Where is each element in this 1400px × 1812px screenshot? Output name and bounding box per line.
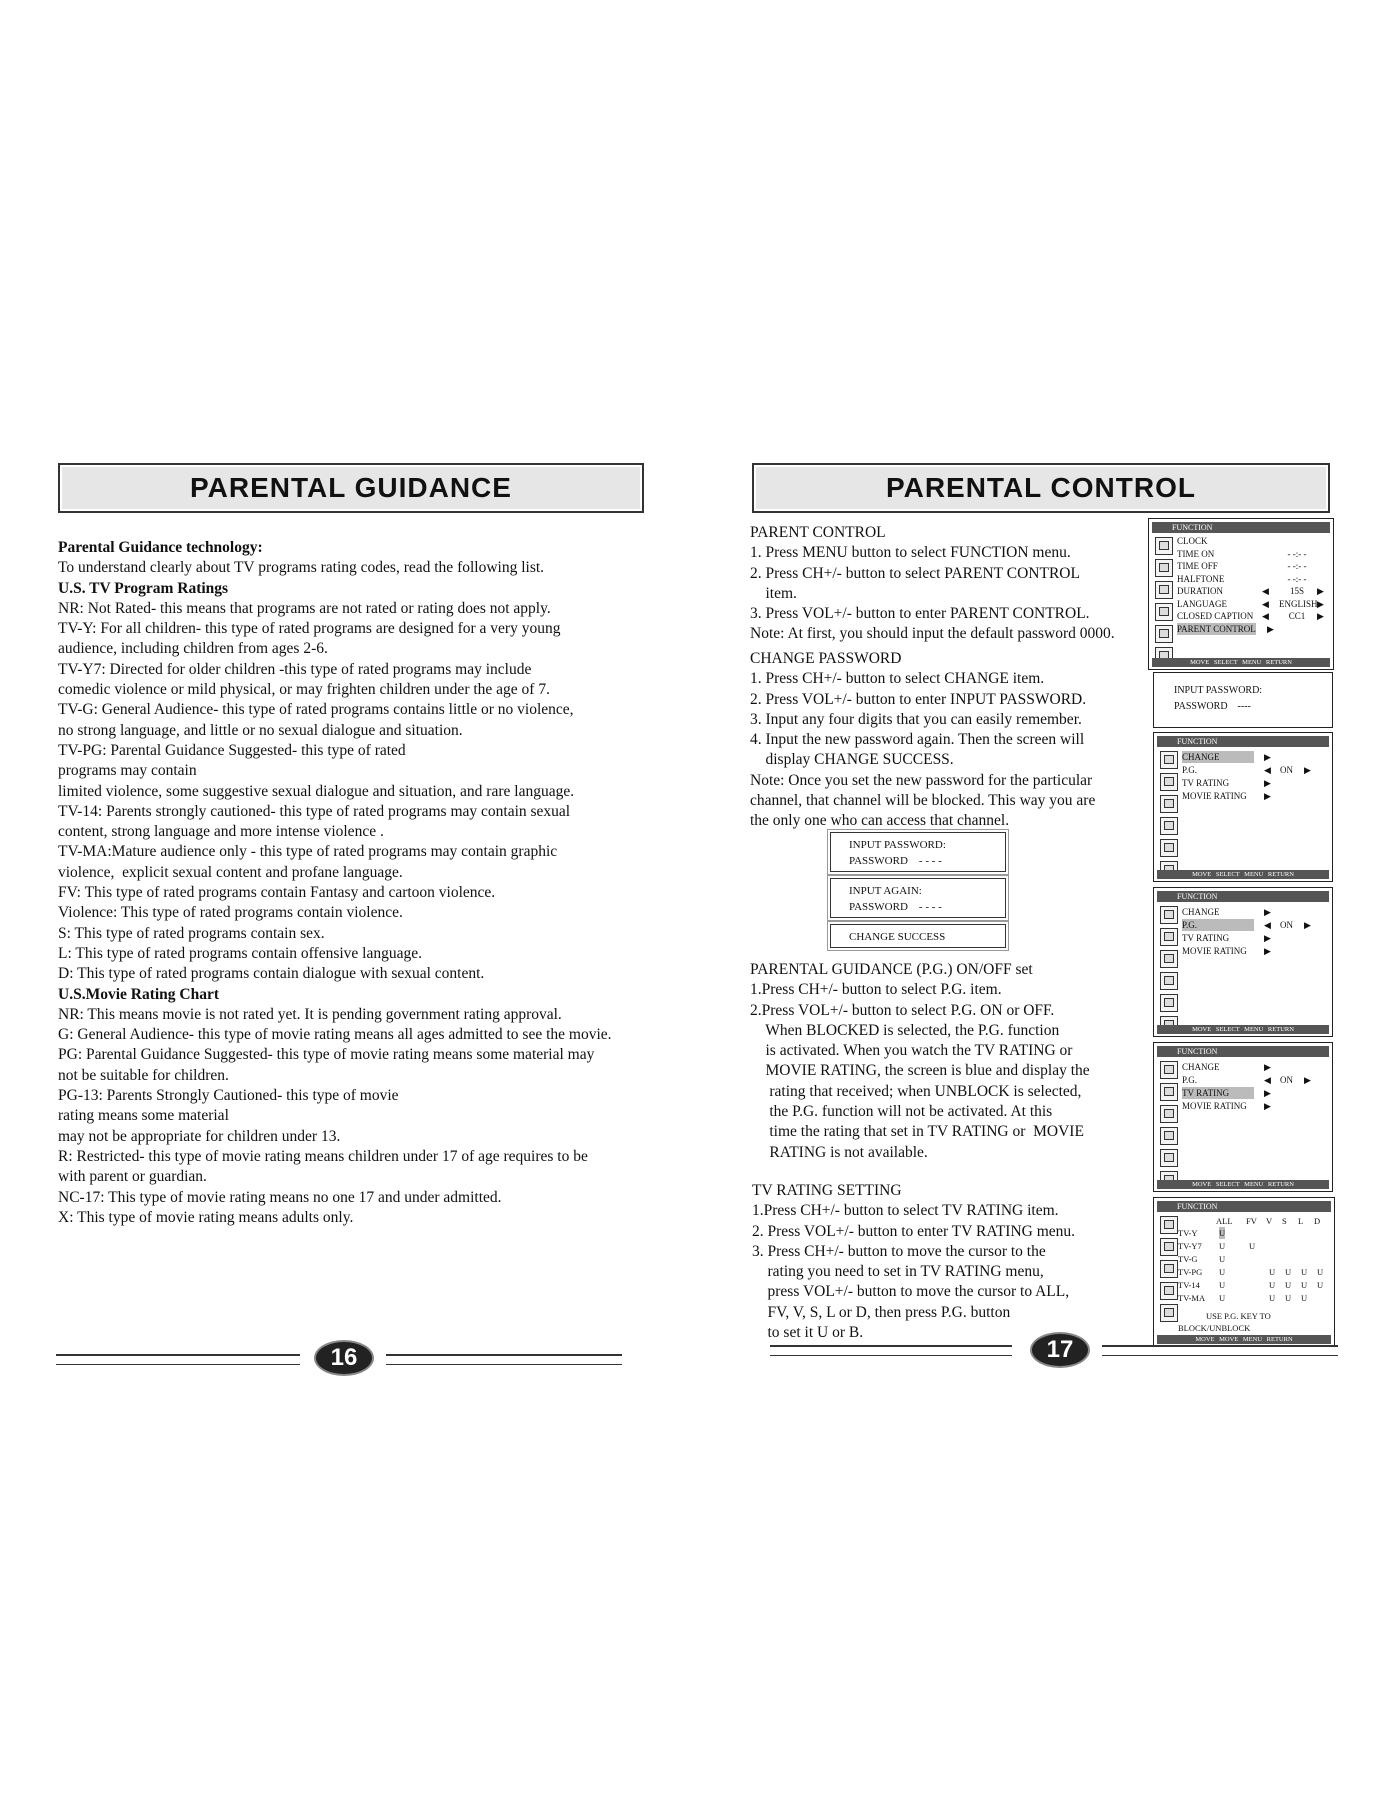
tv-menu-icon [1160, 1105, 1178, 1123]
input-password-box [830, 832, 1006, 872]
text-line: 1. Press CH+/- button to select CHANGE item. [750, 670, 1045, 688]
text-line: time the rating that set in TV RATING or MOVIE [750, 1123, 1084, 1141]
text-line: 3. Press VOL+/- button to enter PARENT CONTROL. [750, 605, 1090, 623]
osd-pc-title: FUNCTION [1157, 891, 1329, 902]
osd-tv-cell[interactable]: U [1269, 1280, 1276, 1290]
osd-function-item[interactable]: LANGUAGE [1177, 598, 1227, 609]
text-line: 2.Press VOL+/- button to select P.G. ON or OFF. [750, 1001, 1055, 1019]
parent-control-section [750, 523, 1115, 645]
text-line: the P.G. function will not be activated. At this [750, 1103, 1053, 1121]
osd-pc-title: FUNCTION [1157, 736, 1329, 747]
text-line: PARENT CONTROL [750, 524, 886, 541]
tv-menu-icon [1160, 795, 1178, 813]
arrow-left-icon [1264, 1074, 1271, 1086]
osd-tv-cell[interactable]: U [1317, 1267, 1324, 1277]
arrow-left-icon [1264, 764, 1271, 776]
text-line: 3. Input any four digits that you can easily remember. [750, 710, 1082, 728]
arrow-right-icon [1264, 932, 1271, 944]
arrow-right-icon [1304, 764, 1311, 776]
text-line: content, strong language and more intense violence . [58, 823, 384, 841]
osd-input-password [1153, 672, 1333, 728]
text-line: TV-Y7: Directed for older children -this type of rated programs may include [58, 660, 532, 678]
left-page-header [58, 463, 644, 513]
tv-menu-icon [1155, 625, 1173, 643]
right-page-header [752, 463, 1330, 513]
tv-menu-icon [1160, 1304, 1178, 1322]
osd-tv-cell[interactable]: U [1219, 1267, 1226, 1277]
arrow-right-icon [1264, 1100, 1271, 1112]
osd-pc-item[interactable]: TV RATING [1182, 1087, 1254, 1099]
tv-menu-icon [1155, 603, 1173, 621]
tv-menu-icon [1160, 839, 1178, 857]
osd-tv-hint2: BLOCK/UNBLOCK [1178, 1323, 1251, 1333]
password-label: PASSWORD [849, 855, 908, 867]
osd-tv-cell[interactable]: U [1285, 1267, 1292, 1277]
osd-pc-item[interactable]: MOVIE RATING [1182, 946, 1247, 956]
osd-icon-column [1160, 751, 1178, 883]
right-header-title: PARENTAL CONTROL [886, 472, 1196, 503]
arrow-right-icon [1264, 777, 1271, 789]
tv-menu-icon [1160, 1149, 1178, 1167]
text-line: RATING is not available. [750, 1143, 928, 1161]
arrow-right-icon [1264, 945, 1271, 957]
osd-function-value: - -:- - [1287, 548, 1307, 559]
text-line: TV-MA:Mature audience only - this type of rated programs may contain graphic [58, 843, 558, 861]
osd-pc-footer: MOVE SELECT MENU RETURN [1157, 870, 1329, 879]
osd-function-item[interactable]: PARENT CONTROL [1177, 623, 1256, 634]
text-line: comedic violence or mild physical, or may frighten children under the age of 7. [58, 681, 550, 699]
text-line: U.S. TV Program Ratings [58, 579, 229, 597]
osd-icon-column [1160, 906, 1178, 1038]
osd-function-item[interactable]: CLOCK [1177, 536, 1208, 546]
text-line: To understand clearly about TV programs rating codes, read the following list. [58, 559, 545, 577]
osd-function-item[interactable]: CLOSED CAPTION [1177, 611, 1254, 621]
osd-icon-column [1155, 537, 1173, 669]
tv-menu-icon [1160, 1061, 1178, 1079]
osd-pw-label: PASSWORD [1174, 701, 1228, 712]
osd-icon-column [1160, 1216, 1178, 1326]
arrow-right-icon [1264, 906, 1271, 918]
text-line: to set it U or B. [752, 1324, 864, 1342]
text-line: is activated. When you watch the TV RATING or [750, 1042, 1073, 1060]
osd-tv-rating [1153, 1197, 1335, 1347]
change-success-box [830, 924, 1006, 948]
password-row [849, 853, 1005, 869]
tv-menu-icon [1160, 1238, 1178, 1256]
osd-function-item[interactable]: DURATION [1177, 586, 1223, 596]
tv-menu-icon [1160, 950, 1178, 968]
osd-tv-column-header: D [1314, 1216, 1321, 1226]
tv-menu-icon [1160, 1216, 1178, 1234]
osd-function-value: ENGLISH [1279, 598, 1318, 609]
tv-menu-icon [1160, 1127, 1178, 1145]
osd-tv-cell[interactable]: U [1285, 1293, 1292, 1303]
text-line: NR: Not Rated- this means that programs are not rated or rating does not apply. [58, 599, 551, 617]
text-line: TV RATING SETTING [752, 1182, 902, 1199]
tv-menu-icon [1160, 773, 1178, 791]
text-line: L: This type of rated programs contain offensive language. [58, 944, 423, 962]
osd-function-footer: MOVE SELECT MENU RETURN [1152, 658, 1330, 667]
osd-tv-cell[interactable]: U [1219, 1293, 1226, 1303]
text-line: rating that received; when UNBLOCK is selected, [750, 1082, 1082, 1100]
arrow-right-icon [1317, 598, 1324, 610]
text-line: display CHANGE SUCCESS. [750, 751, 954, 769]
arrow-right-icon [1264, 1087, 1271, 1099]
osd-parent-control-menu [1153, 732, 1333, 882]
text-line: Parental Guidance technology: [58, 539, 263, 556]
text-line: G: General Audience- this type of movie rating means all ages admitted to see the movie. [58, 1026, 612, 1044]
text-line: the only one who can access that channel. [750, 812, 1010, 830]
osd-tv-hint1: USE P.G. KEY TO [1206, 1311, 1271, 1321]
tv-menu-icon [1160, 972, 1178, 990]
left-page-body [58, 538, 612, 1228]
osd-function-value: - -:- - [1287, 561, 1307, 571]
osd-pc-item[interactable]: P.G. [1182, 919, 1254, 931]
text-line: FV, V, S, L or D, then press P.G. button [752, 1303, 1011, 1321]
osd-tv-column-header: L [1298, 1216, 1304, 1226]
osd-tv-cell[interactable]: U [1269, 1267, 1276, 1277]
arrow-right-icon [1264, 790, 1271, 802]
text-line: 1.Press CH+/- button to select P.G. item. [750, 981, 1002, 999]
osd-tv-cell[interactable]: U [1317, 1280, 1324, 1290]
change-password-section [750, 649, 1095, 832]
arrow-left-icon [1264, 919, 1271, 931]
osd-pc-item[interactable]: P.G. [1182, 765, 1198, 775]
password-dashes-2: - - - - [918, 901, 942, 913]
left-footer-line-2 [386, 1354, 622, 1365]
osd-tv-cell[interactable]: U [1249, 1241, 1256, 1251]
osd-tv-cell[interactable]: U [1301, 1267, 1308, 1277]
text-line: 2. Press CH+/- button to select PARENT CONTROL [750, 564, 1080, 582]
text-line: channel, that channel will be blocked. This way you are [750, 792, 1096, 810]
osd-tv-cell[interactable]: U [1219, 1254, 1226, 1264]
osd-tv-row-name: TV-Y7 [1178, 1241, 1202, 1251]
arrow-left-icon [1262, 598, 1269, 610]
osd-icon-column [1160, 1061, 1178, 1193]
text-line: X: This type of movie rating means adults only. [58, 1208, 354, 1226]
osd-pg-value: ON [1280, 1075, 1293, 1085]
pg-onoff-section [750, 960, 1090, 1163]
osd-pc-item[interactable]: TV RATING [1182, 778, 1230, 788]
text-line: not be suitable for children. [58, 1066, 229, 1084]
osd-pc-item[interactable]: CHANGE [1182, 751, 1254, 763]
text-line: TV-Y: For all children- this type of rated programs are designed for a very young [58, 620, 561, 638]
right-footer-line-2 [1102, 1345, 1338, 1356]
osd-pc-footer: MOVE SELECT MENU RETURN [1157, 1025, 1329, 1034]
osd-function-value: 15S [1289, 586, 1304, 596]
tv-menu-icon [1160, 906, 1178, 924]
tv-menu-icon [1160, 751, 1178, 769]
text-line: D: This type of rated programs contain dialogue with sexual content. [58, 965, 485, 983]
osd-tv-title: FUNCTION [1157, 1201, 1331, 1212]
osd-parent-control-menu [1153, 887, 1333, 1037]
arrow-right-icon [1304, 919, 1311, 931]
text-line: 1. Press MENU button to select FUNCTION menu. [750, 544, 1071, 562]
password-dashes: - - - - [918, 855, 942, 867]
osd-tv-column-header: ALL [1216, 1216, 1233, 1226]
password-row-2 [849, 899, 1005, 915]
osd-parent-control-menu [1153, 1042, 1333, 1192]
osd-pc-footer: MOVE SELECT MENU RETURN [1157, 1180, 1329, 1189]
osd-pc-item[interactable]: MOVIE RATING [1182, 791, 1247, 801]
tv-rating-section [752, 1181, 1075, 1343]
arrow-right-icon [1317, 585, 1324, 597]
text-line: press VOL+/- button to move the cursor to ALL, [752, 1283, 1070, 1301]
osd-tv-footer: MOVE MOVE MENU RETURN [1157, 1335, 1331, 1344]
osd-pw-line1: INPUT PASSWORD: [1174, 685, 1263, 696]
osd-pc-title: FUNCTION [1157, 1046, 1329, 1057]
text-line: 3. Press CH+/- button to move the cursor to the [752, 1242, 1046, 1260]
right-page-number [1030, 1332, 1090, 1368]
text-line: with parent or guardian. [58, 1168, 207, 1186]
text-line: TV-14: Parents strongly cautioned- this type of rated programs may contain sexual [58, 802, 571, 820]
osd-function-item[interactable]: TIME OFF [1177, 561, 1218, 571]
osd-pc-item[interactable]: TV RATING [1182, 933, 1230, 943]
osd-pc-item[interactable]: P.G. [1182, 1075, 1198, 1085]
osd-tv-cell[interactable]: U [1285, 1280, 1292, 1290]
text-line: NC-17: This type of movie rating means no one 17 and under admitted. [58, 1188, 502, 1206]
arrow-right-icon [1317, 610, 1324, 622]
osd-function-value: CC1 [1288, 611, 1306, 621]
text-line: R: Restricted- this type of movie rating means children under 17 of age requires to be [58, 1147, 588, 1165]
text-line: audience, including children from ages 2-6. [58, 640, 328, 658]
left-page-number-text: 16 [330, 1344, 358, 1371]
osd-function-item[interactable]: TIME ON [1177, 548, 1215, 559]
arrow-left-icon [1262, 585, 1269, 597]
osd-tv-column-header: V [1266, 1216, 1273, 1226]
text-line: rating you need to set in TV RATING menu, [752, 1263, 1044, 1281]
osd-tv-column-header: FV [1246, 1216, 1257, 1226]
osd-tv-cell[interactable]: U [1219, 1241, 1226, 1251]
text-line: no strong language, and little or no sexual dialogue and situation. [58, 721, 463, 739]
osd-pw-dashes: ---- [1237, 701, 1251, 712]
arrow-right-icon [1264, 1061, 1271, 1073]
input-password-label: INPUT PASSWORD: [849, 839, 946, 851]
osd-tv-cell[interactable]: U [1219, 1280, 1226, 1290]
text-line: may not be appropriate for children under 13. [58, 1127, 341, 1145]
text-line: PG-13: Parents Strongly Cautioned- this type of movie [58, 1087, 399, 1105]
arrow-right-icon [1264, 751, 1271, 763]
osd-tv-cell[interactable]: U [1269, 1293, 1276, 1303]
osd-function-menu [1148, 518, 1334, 670]
tv-menu-icon [1155, 559, 1173, 577]
osd-tv-row-name: TV-G [1178, 1254, 1198, 1264]
osd-tv-cell[interactable]: U [1301, 1293, 1308, 1303]
text-line: 4. Input the new password again. Then the screen will [750, 731, 1085, 749]
left-page-number [314, 1340, 374, 1376]
osd-pw-line2 [1174, 701, 1251, 713]
input-again-box [830, 878, 1006, 918]
text-line: programs may contain [58, 762, 197, 780]
osd-tv-row-name: TV-PG [1178, 1267, 1203, 1277]
osd-pg-value: ON [1280, 920, 1293, 930]
osd-function-title: FUNCTION [1152, 522, 1330, 533]
text-line: MOVIE RATING, the screen is blue and display the [750, 1062, 1090, 1080]
tv-menu-icon [1160, 1260, 1178, 1278]
change-success-label: CHANGE SUCCESS [849, 931, 946, 943]
osd-tv-cell[interactable]: U [1301, 1280, 1308, 1290]
text-line: FV: This type of rated programs contain Fantasy and cartoon violence. [58, 884, 496, 902]
text-line: Violence: This type of rated programs contain violence. [58, 904, 403, 922]
text-line: TV-G: General Audience- this type of rated programs contains little or no violence, [58, 701, 574, 719]
osd-pc-item[interactable]: MOVIE RATING [1182, 1101, 1247, 1111]
text-line: 2. Press VOL+/- button to enter INPUT PASSWORD. [750, 690, 1087, 708]
left-header-title: PARENTAL GUIDANCE [190, 472, 512, 503]
arrow-right-icon [1267, 623, 1274, 635]
password-label-2: PASSWORD [849, 901, 908, 913]
osd-function-value: - -:- - [1287, 573, 1307, 584]
arrow-left-icon [1262, 610, 1269, 622]
text-line: item. [750, 584, 797, 602]
text-line: 2. Press VOL+/- button to enter TV RATING menu. [752, 1222, 1076, 1240]
osd-tv-column-header: S [1282, 1216, 1287, 1226]
text-line: Note: Once you set the new password for the particular [750, 771, 1093, 789]
text-line: CHANGE PASSWORD [750, 650, 902, 667]
right-page-number-text: 17 [1046, 1336, 1074, 1363]
tv-menu-icon [1160, 994, 1178, 1012]
arrow-right-icon [1304, 1074, 1311, 1086]
text-line: rating means some material [58, 1107, 229, 1125]
text-line: S: This type of rated programs contain sex. [58, 924, 325, 942]
osd-tv-cell[interactable]: U [1219, 1228, 1226, 1238]
text-line: PG: Parental Guidance Suggested- this type of movie rating means some material may [58, 1046, 595, 1064]
text-line: NR: This means movie is not rated yet. It is pending government rating approval. [58, 1005, 562, 1023]
text-line: 1.Press CH+/- button to select TV RATING item. [752, 1202, 1059, 1220]
osd-tv-row-name: TV-MA [1178, 1293, 1206, 1303]
text-line: PARENTAL GUIDANCE (P.G.) ON/OFF set [750, 961, 1033, 978]
text-line: Note: At first, you should input the default password 0000. [750, 625, 1115, 643]
text-line: limited violence, some suggestive sexual dialogue and situation, and rare language. [58, 782, 575, 800]
tv-menu-icon [1160, 1282, 1178, 1300]
osd-pg-value: ON [1280, 765, 1293, 775]
tv-menu-icon [1160, 1083, 1178, 1101]
tv-menu-icon [1160, 817, 1178, 835]
text-line: TV-PG: Parental Guidance Suggested- this type of rated [58, 741, 406, 759]
osd-function-item[interactable]: HALFTONE [1177, 573, 1225, 584]
text-line: U.S.Movie Rating Chart [58, 985, 220, 1003]
right-footer-line-1 [770, 1345, 1012, 1356]
text-line: violence, explicit sexual content and profane language. [58, 863, 403, 881]
osd-pc-item[interactable]: CHANGE [1182, 1062, 1220, 1072]
left-footer-line-1 [56, 1354, 300, 1365]
osd-pc-item[interactable]: CHANGE [1182, 907, 1220, 917]
text-line: When BLOCKED is selected, the P.G. function [750, 1021, 1060, 1039]
tv-menu-icon [1155, 537, 1173, 555]
osd-tv-row-name: TV-Y [1178, 1228, 1198, 1238]
input-again-label: INPUT AGAIN: [849, 885, 922, 897]
osd-tv-row-name: TV-14 [1178, 1280, 1200, 1290]
tv-menu-icon [1155, 581, 1173, 599]
tv-menu-icon [1160, 928, 1178, 946]
